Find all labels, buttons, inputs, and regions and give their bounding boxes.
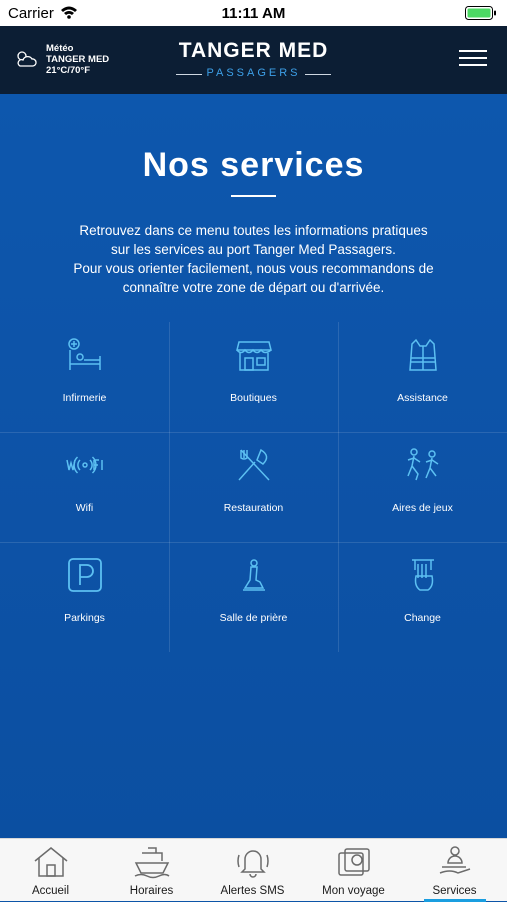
prayer-icon <box>235 556 273 594</box>
service-restauration[interactable] <box>169 432 338 542</box>
logo-title: TANGER MED <box>178 39 329 62</box>
home-icon <box>32 845 70 879</box>
hospital-bed-icon <box>66 336 104 374</box>
tab-mon-voyage[interactable] <box>303 839 404 901</box>
shop-icon <box>235 336 273 374</box>
service-boutiques[interactable] <box>169 322 338 432</box>
tab-label: Accueil <box>31 885 70 897</box>
service-label: Infirmerie <box>62 392 107 404</box>
tab-label: Horaires <box>129 885 174 897</box>
tab-horaires[interactable] <box>101 839 202 901</box>
service-label: Aires de jeux <box>392 502 453 514</box>
service-parkings[interactable] <box>0 542 169 652</box>
service-wifi[interactable] <box>0 432 169 542</box>
hamburger-menu-button[interactable] <box>459 50 487 70</box>
tab-accueil[interactable] <box>0 839 101 901</box>
fork-knife-icon <box>235 446 273 484</box>
intro-line: sur les services au port Tanger Med Passagers. <box>111 242 396 257</box>
menu-line-icon <box>459 57 487 59</box>
kids-play-icon <box>404 446 442 484</box>
intro-line: Pour vous orienter facilement, nous vous recommandons de <box>73 261 434 276</box>
tab-label: Services <box>432 885 477 897</box>
service-label: Boutiques <box>230 392 277 404</box>
service-label: Salle de prière <box>219 612 288 624</box>
wifi-icon <box>66 446 104 484</box>
menu-line-icon <box>459 64 487 66</box>
services-grid <box>0 322 507 652</box>
tab-services[interactable] <box>404 839 505 901</box>
logo[interactable] <box>0 39 507 81</box>
intro-text <box>20 221 487 297</box>
service-salle-de-priere[interactable] <box>169 542 338 652</box>
status-bar <box>0 0 507 26</box>
service-assistance[interactable] <box>338 322 507 432</box>
title-divider <box>231 195 276 197</box>
intro-line: connaître votre zone de départ ou d'arrivée. <box>122 280 385 295</box>
weather-temperature: 21°C/70°F <box>46 65 91 76</box>
bottom-tab-bar <box>0 838 507 901</box>
services-page <box>0 94 507 838</box>
service-label: Assistance <box>397 392 448 404</box>
app-header <box>0 26 507 94</box>
vest-icon <box>404 336 442 374</box>
status-time: 11:11 AM <box>221 5 286 22</box>
service-label: Change <box>404 612 441 624</box>
tab-label: Alertes SMS <box>220 885 285 897</box>
intro-line: Retrouvez dans ce menu toutes les informations pratiques <box>79 223 428 238</box>
carrier-label: Carrier <box>8 5 54 22</box>
weather-label: Météo <box>46 43 74 54</box>
ship-icon <box>133 845 171 879</box>
service-infirmerie[interactable] <box>0 322 169 432</box>
ticket-icon <box>335 845 373 879</box>
service-aires-de-jeux[interactable] <box>338 432 507 542</box>
service-change[interactable] <box>338 542 507 652</box>
tab-label: Mon voyage <box>322 885 385 897</box>
weather-location: TANGER MED <box>46 54 110 65</box>
currency-exchange-icon <box>404 556 442 594</box>
service-label: Restauration <box>223 502 284 514</box>
menu-line-icon <box>459 50 487 52</box>
parking-icon <box>66 556 104 594</box>
page-title: Nos services <box>142 146 365 184</box>
tab-alertes-sms[interactable] <box>202 839 303 901</box>
service-label: Wifi <box>75 502 94 514</box>
battery-icon <box>465 6 497 20</box>
bell-icon <box>234 845 272 879</box>
service-hand-icon <box>436 845 474 879</box>
service-label: Parkings <box>64 612 105 624</box>
logo-subtitle: PASSAGERS <box>176 67 330 79</box>
